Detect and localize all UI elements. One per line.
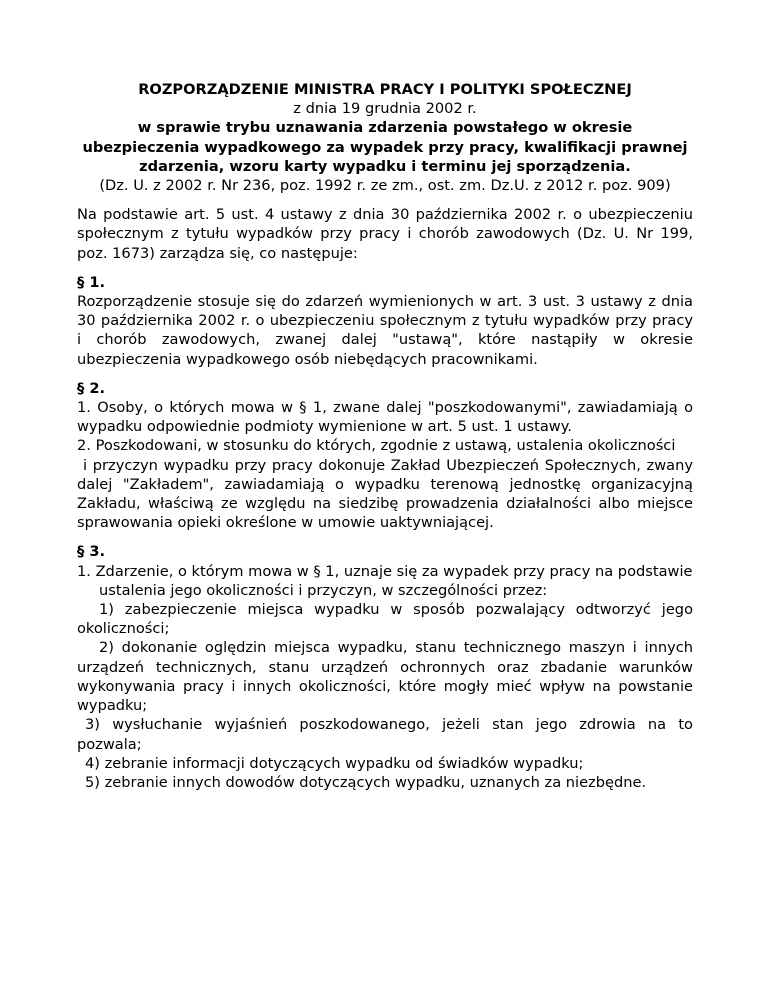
list-item: 5) zebranie innych dowodów dotyczących wypadku, uznanych za niezbędne. [85, 773, 647, 791]
section-2-paragraph-2b: i przyczyn wypadku przy pracy dokonuje Zakład Ubezpieczeń Społecznych, zwany dalej "Zakładem", zawiadamiają o wypadku terenową jednostkę organizacyjną Zakładu, właściwą ze względu na siedzibę prowadzenia działalności albo miejsce sprawowania opieki określone w umowie uaktywniającej. [77, 456, 693, 532]
title-block [77, 80, 693, 195]
section-1 [77, 273, 693, 369]
section-2 [77, 379, 693, 533]
list-item: 3) wysłuchanie wyjaśnień poszkodowanego, jeżeli stan jego zdrowia na to pozwala; [77, 716, 693, 753]
section-2-paragraph-1: 1. Osoby, o których mowa w § 1, zwane dalej "poszkodowanymi", zawiadamiają o wypadku odpowiednie podmioty wymienione w art. 5 ust. 1 ustawy. [77, 399, 693, 436]
section-3-paragraph-1a: 1. Zdarzenie, o którym mowa w § 1, uznaje się za wypadek przy pracy na podstawie [77, 562, 693, 580]
section-3-title: § 3. [77, 543, 106, 561]
section-3 [77, 542, 693, 792]
section-2-paragraph-2a: 2. Poszkodowani, w stosunku do których, zgodnie z ustawą, ustalenia okoliczności [77, 437, 676, 455]
document-title: ROZPORZĄDZENIE MINISTRA PRACY I POLITYKI SPOŁECZNEJ [138, 81, 632, 98]
document-date: z dnia 19 grudnia 2002 r. [293, 100, 477, 118]
document-citation: (Dz. U. z 2002 r. Nr 236, poz. 1992 r. ze zm., ost. zm. Dz.U. z 2012 r. poz. 909) [99, 177, 671, 195]
document-page [77, 80, 693, 792]
section-2-title: § 2. [77, 379, 106, 397]
list-item: 1) zabezpieczenie miejsca wypadku w sposób pozwalający odtworzyć jego okoliczności; [77, 601, 693, 638]
intro-paragraph: Na podstawie art. 5 ust. 4 ustawy z dnia 30 października 2002 r. o ubezpieczeniu społecznym z tytułu wypadków przy pracy i chorób zawodowych (Dz. U. Nr 199, poz. 1673) zarządza się, co następuje: [77, 206, 693, 262]
section-1-title: § 1. [77, 273, 106, 291]
list-item: 4) zebranie informacji dotyczących wypadku od świadków wypadku; [85, 754, 584, 772]
list-item: 2) dokonanie oględzin miejsca wypadku, stanu technicznego maszyn i innych urządzeń technicznych, stanu urządzeń ochronnych oraz zbadanie warunków wykonywania pracy i innych okoliczności, które mogły mieć wpływ na powstanie wypadku; [77, 639, 693, 715]
section-1-text: Rozporządzenie stosuje się do zdarzeń wymienionych w art. 3 ust. 3 ustawy z dnia 30 października 2002 r. o ubezpieczeniu społecznym z tytułu wypadków przy pracy i chorób zawodowych, zwanej dalej "ustawą", które nastąpiły w okresie ubezpieczenia wypadkowego osób niebędących pracownikami. [77, 293, 693, 368]
section-3-paragraph-1b: ustalenia jego okoliczności i przyczyn, w szczególności przez: [99, 581, 548, 599]
document-subject: w sprawie trybu uznawania zdarzenia powstałego w okresie ubezpieczenia wypadkowego za wypadek przy pracy, kwalifikacji prawnej zdarzenia, wzoru karty wypadku i terminu jej sporządzenia. [82, 119, 688, 175]
